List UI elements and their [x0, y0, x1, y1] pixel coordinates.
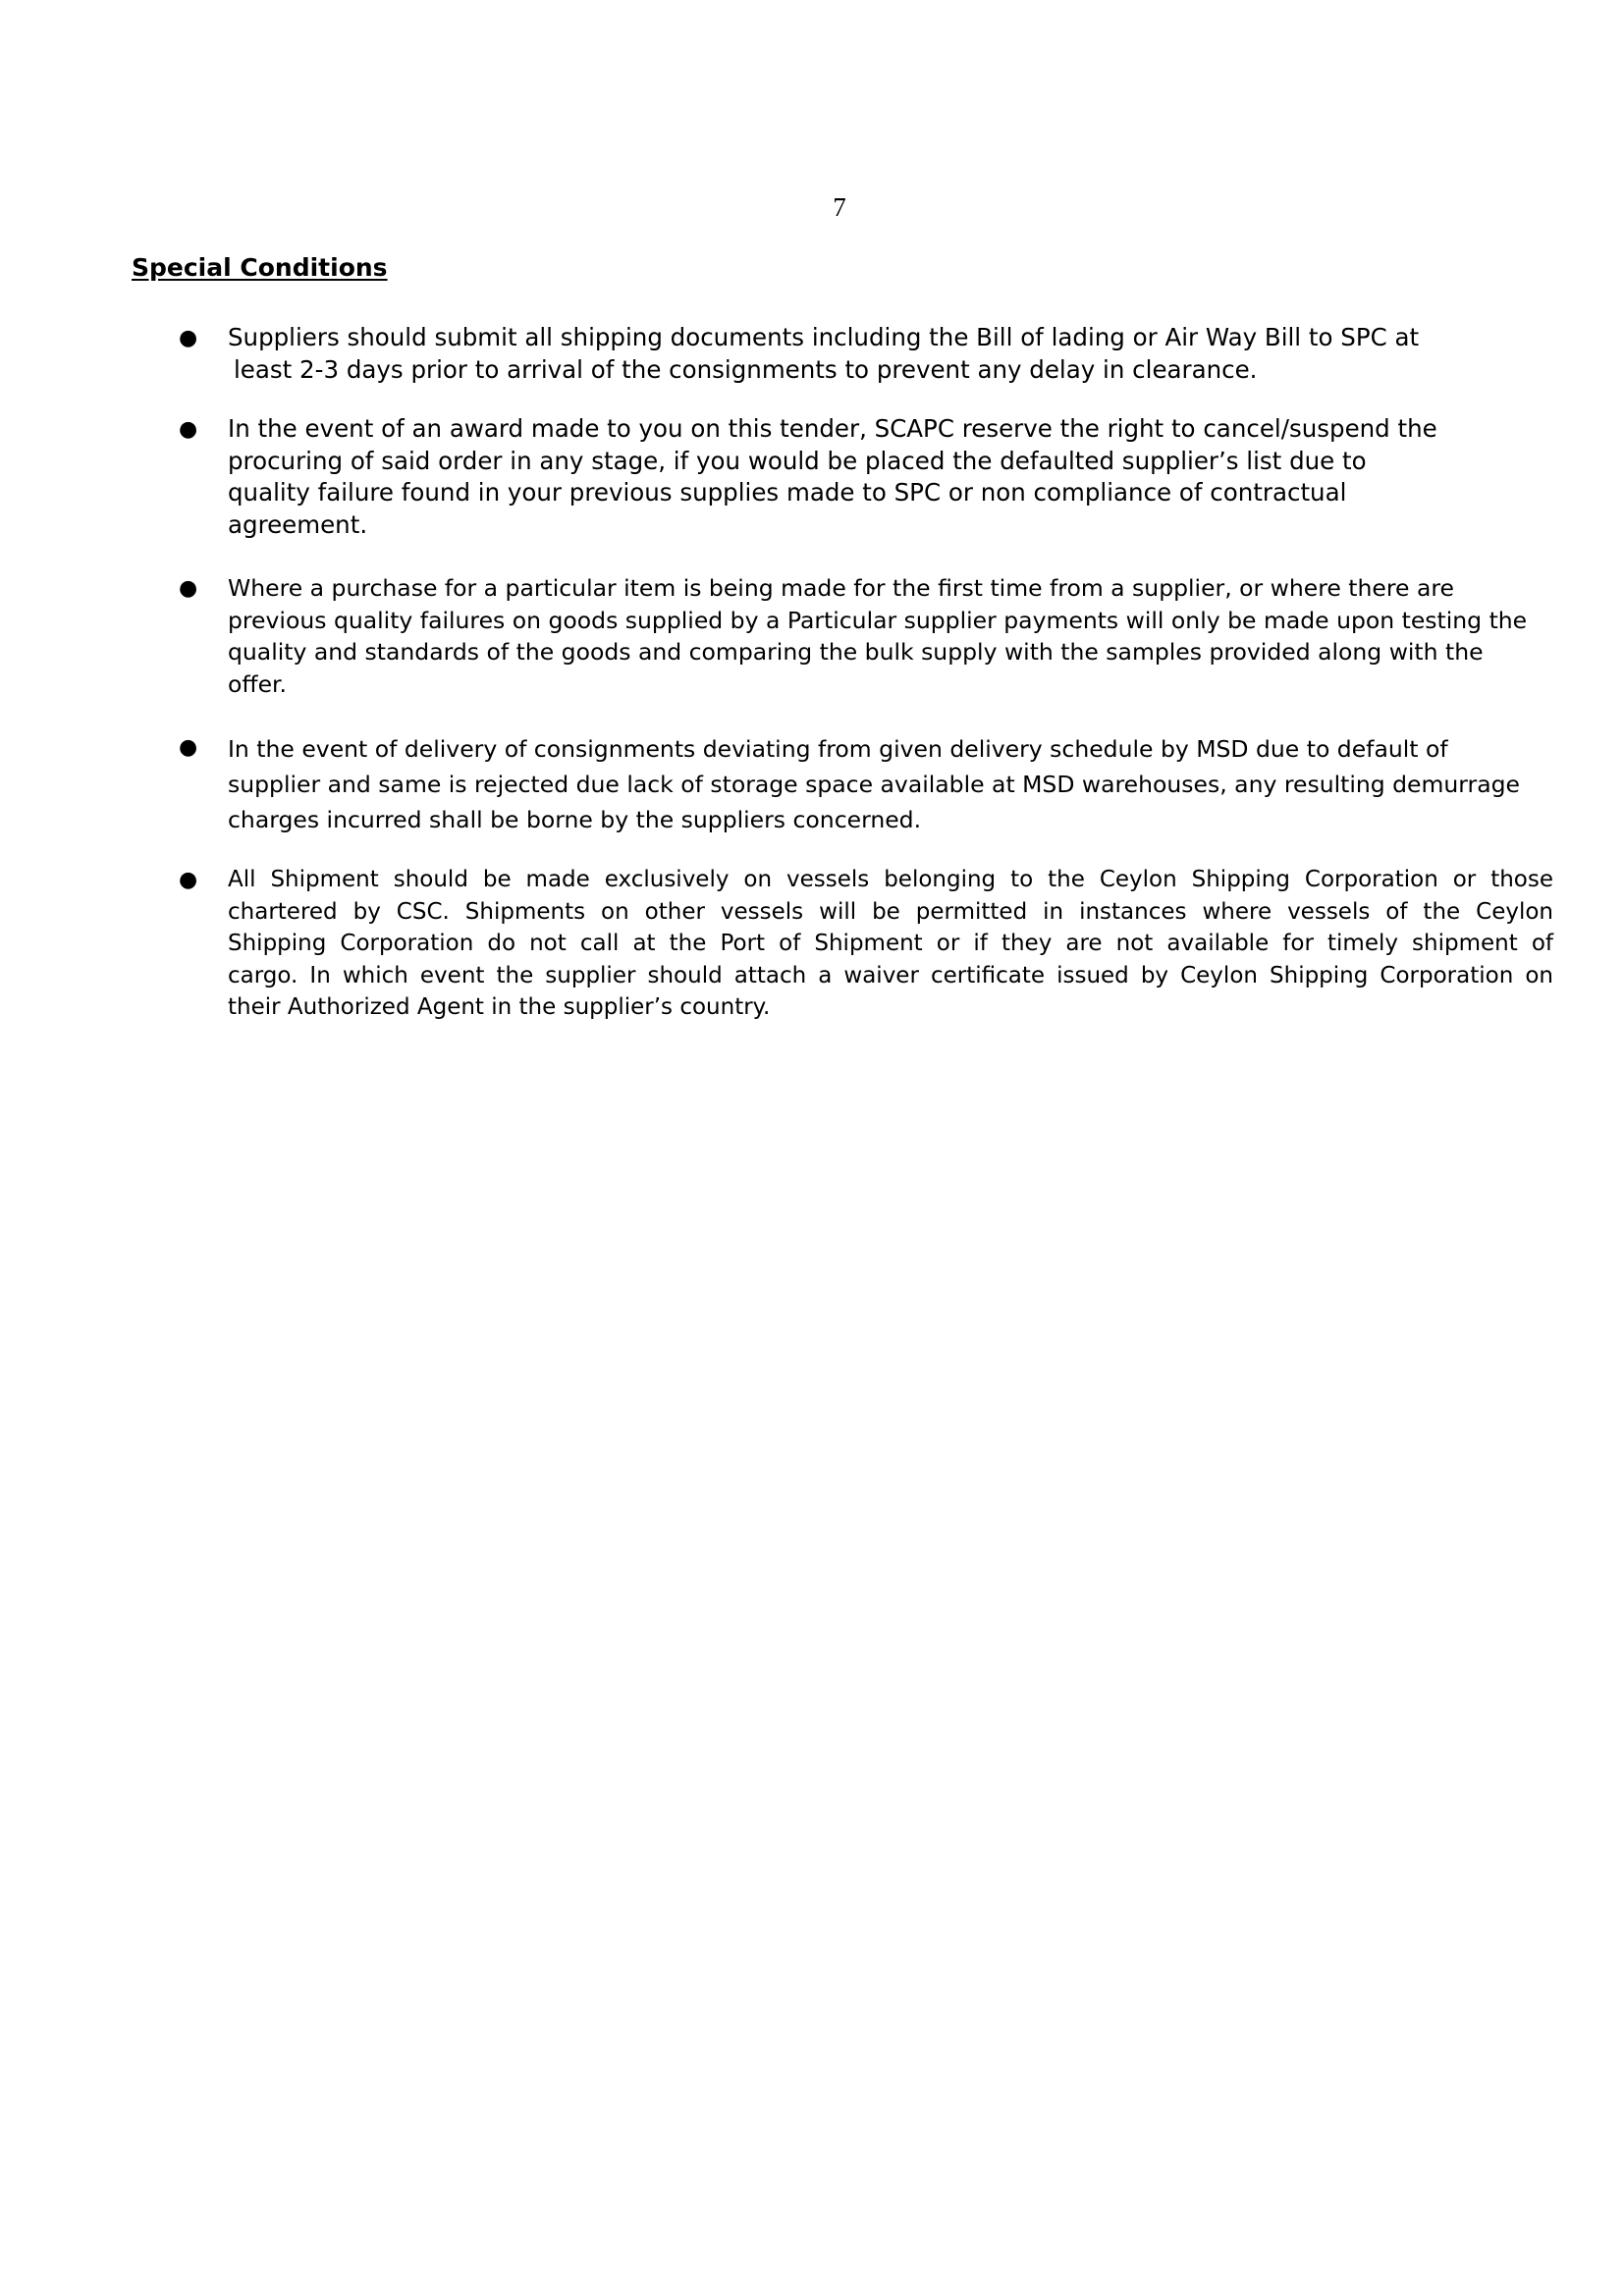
- text-line: Where a purchase for a particular item is being made for the first time from a supplier, or where there are: [228, 574, 1454, 602]
- text-line: previous quality failures on goods supplied by a Particular supplier payments will only be made upon testing the: [228, 606, 1528, 634]
- list-item-text: [228, 731, 1520, 837]
- page-number: 7: [833, 192, 846, 222]
- list-item-text: [228, 864, 1553, 1024]
- text-line: procuring of said order in any stage, if you would be placed the defaulted supplier’s list due to: [228, 446, 1367, 475]
- text-line: All Shipment should be made exclusively on vessels belonging to the Ceylon Shipping Corporation or those: [228, 867, 1553, 892]
- bullet-icon: ●: [179, 417, 198, 442]
- list-item-text: [228, 322, 1419, 386]
- text-line: quality and standards of the goods and comparing the bulk supply with the samples provided along with the: [228, 638, 1484, 666]
- list-item-text: [228, 572, 1527, 700]
- list-item-text: [228, 413, 1437, 541]
- text-line: In the event of delivery of consignments deviating from given delivery schedule by MSD due to default of: [228, 735, 1448, 763]
- bullet-icon: ●: [179, 326, 198, 350]
- bullet-icon: ●: [179, 868, 198, 892]
- text-line: agreement.: [228, 509, 368, 539]
- bullet-icon: ●: [179, 576, 198, 601]
- text-line: Suppliers should submit all shipping documents including the Bill of lading or Air Way Bill to SPC at: [228, 323, 1420, 351]
- text-line: Shipping Corporation do not call at the Port of Shipment or if they are not available for timely shipment of: [228, 931, 1553, 956]
- text-line: In the event of an award made to you on this tender, SCAPC reserve the right to cancel/suspend the: [228, 414, 1437, 443]
- text-line: offer.: [228, 669, 288, 698]
- text-line: their Authorized Agent in the supplier’s country.: [228, 994, 771, 1020]
- section-heading-special-conditions: Special Conditions: [132, 253, 388, 282]
- text-line: supplier and same is rejected due lack of storage space available at MSD warehouses, any resulting demurrage: [228, 771, 1520, 798]
- text-line: charges incurred shall be borne by the suppliers concerned.: [228, 806, 922, 833]
- text-line: chartered by CSC. Shipments on other vessels will be permitted in instances where vessels of the Ceylon: [228, 898, 1553, 925]
- bullet-icon: ●: [179, 735, 198, 760]
- text-line: quality failure found in your previous supplies made to SPC or non compliance of contractual: [228, 478, 1347, 507]
- text-line: cargo. In which event the supplier should attach a waiver certificate issued by Ceylon Shipping Corporation on: [228, 962, 1553, 988]
- text-line: least 2-3 days prior to arrival of the consignments to prevent any delay in clearance.: [234, 354, 1258, 384]
